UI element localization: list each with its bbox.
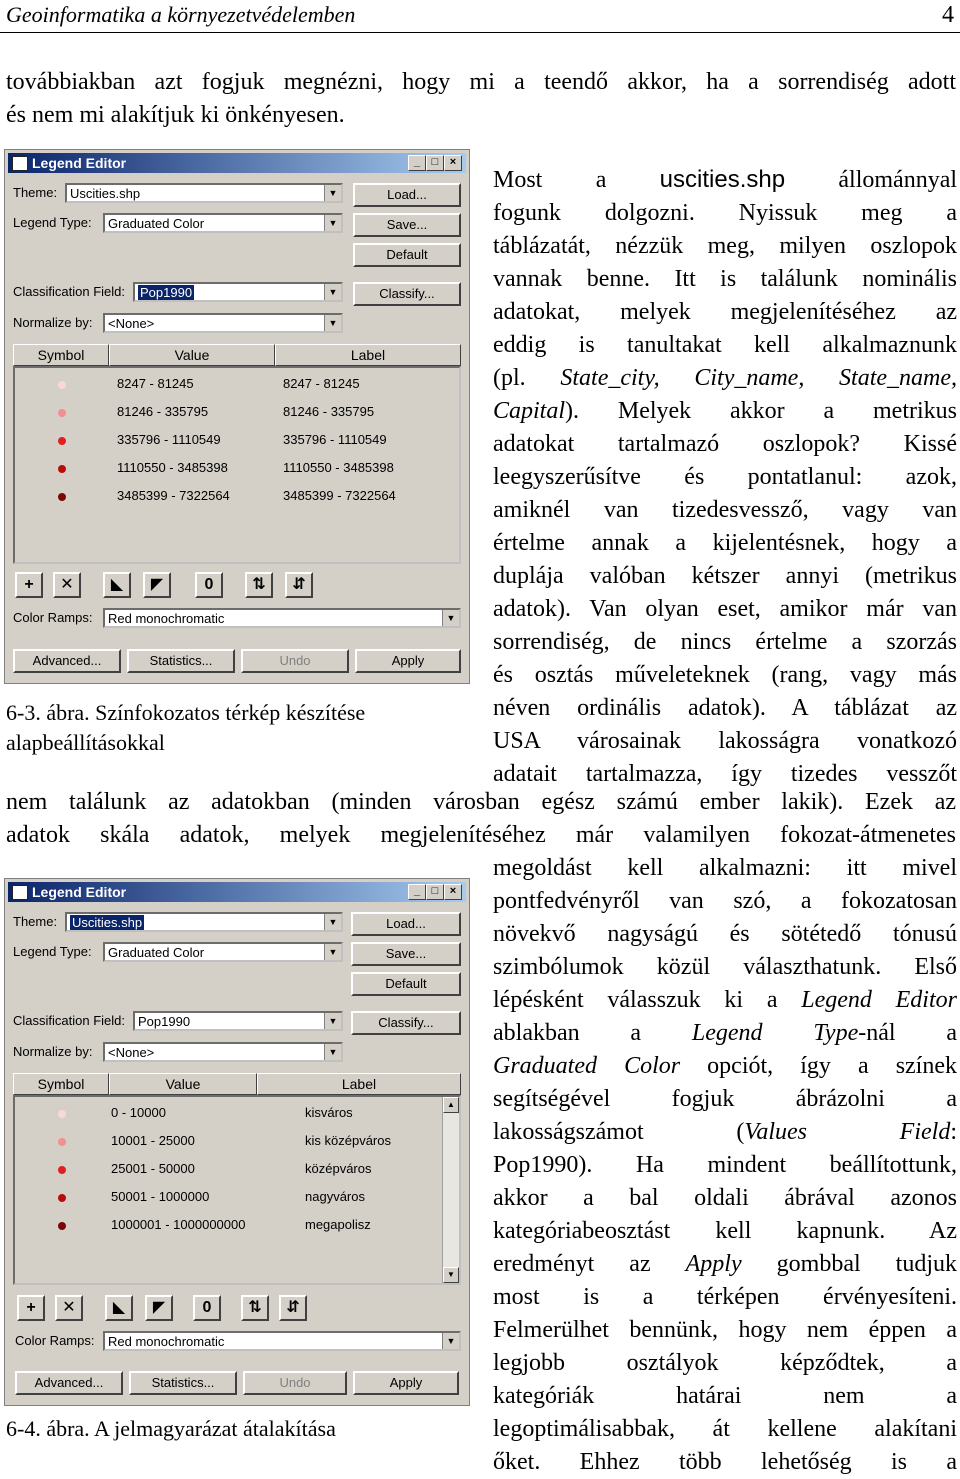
flip-symbols-icon[interactable]: ⇅ [241, 1295, 269, 1321]
body-text: opciót, így a színek [680, 1053, 958, 1079]
table-row[interactable] [15, 371, 459, 399]
body-line: leegyszerűsítve és pontatlanul: azok, [493, 464, 957, 490]
body-line: értelme annak a kijelentésnek, hogy a [493, 530, 957, 556]
sort-descending-icon[interactable]: ◤ [145, 1295, 173, 1321]
value-cell: 81246 - 335795 [117, 404, 209, 419]
save-button[interactable]: Save... [353, 213, 461, 237]
field-name-capital: Capital [493, 398, 566, 424]
figure-6-3-caption-line-2: alapbeállításokkal [6, 730, 165, 755]
running-header-title: Geoinformatika a környezetvédelemben [6, 2, 356, 27]
default-button[interactable]: Default [351, 972, 461, 996]
legend-editor-window-1 [4, 149, 470, 684]
save-button[interactable]: Save... [351, 942, 461, 966]
body-line: Felmerülhet bennünk, hogy nem éppen a [493, 1317, 957, 1343]
body-line [493, 163, 957, 197]
symbol-dot [58, 1166, 66, 1174]
chevron-down-icon: ▼ [324, 944, 341, 960]
symbol-dot [58, 437, 66, 445]
body-line: sorrendiség, de nincs értelme a szorzás [493, 629, 957, 655]
body-line: fogunk dolgozni. Nyissuk meg a [493, 200, 957, 226]
term-legend-type: Legend Type [691, 1020, 859, 1046]
sort-descending-icon[interactable]: ◤ [143, 572, 171, 598]
close-icon[interactable]: × [444, 884, 462, 900]
body-text: eredményt az [493, 1251, 686, 1277]
value-cell: 0 - 10000 [111, 1105, 166, 1120]
value-column-header[interactable]: Value [109, 344, 275, 366]
delete-class-button[interactable]: ✕ [53, 572, 81, 598]
body-line [493, 1017, 957, 1050]
table-row[interactable] [15, 455, 459, 483]
chevron-down-icon: ▼ [324, 215, 341, 231]
reverse-order-icon[interactable]: ⇵ [279, 1295, 307, 1321]
classify-button[interactable]: Classify... [351, 1011, 461, 1035]
window-title: Legend Editor [32, 155, 127, 171]
field-names: State_city, City_name, State_name, [560, 365, 957, 391]
scroll-up-icon[interactable]: ▲ [443, 1097, 459, 1113]
body-line: szimbólumok közül választhatunk. Első [493, 954, 957, 980]
add-class-button[interactable]: + [15, 572, 43, 598]
theme-label: Theme: [13, 185, 58, 200]
reverse-order-icon[interactable]: ⇵ [285, 572, 313, 598]
chevron-down-icon: ▼ [442, 1333, 459, 1349]
label-cell: 8247 - 81245 [283, 376, 360, 391]
legend-class-table [13, 366, 461, 564]
label-cell: kisváros [305, 1105, 353, 1120]
apply-button[interactable]: Apply [353, 1371, 459, 1395]
body-line: duplája valóban kétszer annyi (metrikus [493, 563, 957, 589]
normalize-by-select[interactable] [103, 1042, 343, 1062]
maximize-icon[interactable]: □ [426, 884, 444, 900]
chevron-down-icon: ▼ [324, 185, 341, 201]
classification-field-select[interactable] [133, 282, 343, 302]
figure-6-4-caption: 6-4. ábra. A jelmagyarázat átalakítása [6, 1416, 336, 1441]
vertical-scrollbar[interactable] [442, 1097, 459, 1283]
body-line: most is a térképen érvényesíteni. [493, 1284, 957, 1310]
apply-button[interactable]: Apply [355, 649, 461, 673]
table-row[interactable] [15, 483, 459, 511]
value-cell: 1000001 - 1000000000 [111, 1217, 246, 1232]
label-column-header[interactable]: Label [275, 344, 461, 366]
theme-value: Uscities.shp [72, 915, 143, 930]
advanced-button[interactable]: Advanced... [15, 1371, 123, 1395]
theme-select[interactable] [65, 912, 343, 932]
normalize-by-value: <None> [108, 316, 155, 331]
table-row[interactable] [15, 1156, 459, 1184]
minimize-icon[interactable]: _ [408, 155, 426, 171]
body-text: lakosságszámot ( [493, 1119, 745, 1145]
label-cell: 3485399 - 7322564 [283, 488, 396, 503]
label-cell: megapolisz [305, 1217, 371, 1232]
body-line: megoldást kell alkalmazni: itt mivel [493, 855, 957, 881]
color-ramps-select[interactable] [103, 1331, 461, 1351]
body-line: és osztás műveleteknek (rang, vagy más [493, 662, 957, 688]
color-ramps-label: Color Ramps: [13, 610, 93, 625]
close-icon[interactable]: × [444, 155, 462, 171]
symbol-dot [58, 1110, 66, 1118]
chevron-down-icon: ▼ [324, 914, 341, 930]
legend-type-label: Legend Type: [13, 215, 92, 230]
add-class-button[interactable]: + [17, 1295, 45, 1321]
value-cell: 25001 - 50000 [111, 1161, 195, 1176]
intro-line-1: továbbiakban azt fogjuk megnézni, hogy mi a teendő akkor, ha a sorrendiség adott [6, 69, 956, 95]
symbol-dot [58, 1138, 66, 1146]
color-ramps-select[interactable] [103, 608, 461, 628]
body-text: ablakban a [493, 1020, 692, 1046]
body-line [493, 984, 957, 1017]
classification-field-value: Pop1990 [138, 1014, 191, 1029]
body-line: növekvő nagyságú és sötétedő tónusú [493, 921, 957, 947]
body-line: legoptimálisabbak, át kellene alakítani [493, 1416, 957, 1442]
symbol-column-header[interactable]: Symbol [13, 1073, 109, 1095]
symbol-column-header[interactable]: Symbol [13, 344, 109, 366]
title-bar [8, 153, 466, 173]
value-cell: 335796 - 1110549 [117, 432, 221, 447]
term-apply: Apply [685, 1251, 742, 1277]
classification-field-label: Classification Field: [13, 1013, 125, 1028]
label-cell: 1110550 - 3485398 [283, 460, 394, 475]
legend-editor-icon [12, 885, 28, 900]
color-ramps-value: Red monochromatic [108, 1334, 225, 1349]
body-line: vannak benne. Itt is találunk nominális [493, 266, 957, 292]
body-line [493, 362, 957, 395]
legend-editor-icon [12, 156, 28, 171]
sort-ascending-icon[interactable]: ◣ [103, 572, 131, 598]
symbol-dot [58, 409, 66, 417]
normalize-by-label: Normalize by: [13, 315, 93, 330]
body-line [493, 1248, 957, 1281]
chevron-down-icon: ▼ [324, 284, 341, 300]
body-text: -nál a [858, 1020, 957, 1046]
color-ramps-label: Color Ramps: [15, 1333, 95, 1348]
page-number: 4 [942, 2, 954, 28]
symbol-dot [58, 1222, 66, 1230]
table-row[interactable] [15, 1184, 459, 1212]
table-row[interactable] [15, 399, 459, 427]
symbol-dot [58, 381, 66, 389]
load-button[interactable]: Load... [353, 183, 461, 207]
body-line: adatait tartalmazza, így tizedes vesszőt [493, 761, 957, 787]
chevron-down-icon: ▼ [324, 1013, 341, 1029]
maximize-icon[interactable]: □ [426, 155, 444, 171]
symbol-dot [58, 1194, 66, 1202]
body-line-full: nem találunk az adatokban (minden városban egész számú ember lakik). Ezek az [6, 789, 956, 815]
body-line: segítségével fogjuk ábrázolni a [493, 1086, 957, 1112]
value-cell: 8247 - 81245 [117, 376, 194, 391]
classification-field-value: Pop1990 [140, 285, 193, 300]
word-a: a [595, 167, 607, 193]
body-line: adatokat tartalmazó oszlopok? Kissé [493, 431, 957, 457]
color-ramps-value: Red monochromatic [108, 611, 225, 626]
label-cell: nagyváros [305, 1189, 365, 1204]
undo-button[interactable]: Undo [241, 649, 349, 673]
chevron-down-icon: ▼ [442, 610, 459, 626]
word-allomannyal: állománnyal [838, 167, 958, 193]
body-line: eddig is tanultakat kell alkalmaznunk [493, 332, 957, 358]
normalize-by-label: Normalize by: [13, 1044, 93, 1059]
legend-type-value: Graduated Color [108, 216, 205, 231]
symbol-dot [58, 493, 66, 501]
chevron-down-icon: ▼ [324, 1044, 341, 1060]
legend-class-table [13, 1095, 461, 1285]
body-line: adatokat, melyek megjelenítéséhez az [493, 299, 957, 325]
body-line [493, 1050, 957, 1083]
body-line: kategóriabeosztást kell kapnunk. Az [493, 1218, 957, 1244]
label-cell: középváros [305, 1161, 372, 1176]
zero-icon[interactable]: 0 [193, 1295, 221, 1321]
body-line: legjobb osztályok képződtek, a [493, 1350, 957, 1376]
body-line: adatok). Van olyan eset, amikor már van [493, 596, 957, 622]
value-cell: 1110550 - 3485398 [117, 460, 228, 475]
term-graduated-color: Graduated Color [493, 1053, 681, 1079]
legend-editor-window-2 [4, 878, 470, 1406]
table-row[interactable] [15, 427, 459, 455]
value-cell: 3485399 - 7322564 [117, 488, 230, 503]
body-text: gombbal tudjuk [741, 1251, 957, 1277]
classification-field-label: Classification Field: [13, 284, 125, 299]
legend-type-label: Legend Type: [13, 944, 92, 959]
classify-button[interactable]: Classify... [353, 282, 461, 306]
window-title: Legend Editor [32, 884, 127, 900]
label-cell: 335796 - 1110549 [283, 432, 387, 447]
legend-type-value: Graduated Color [108, 945, 205, 960]
zero-icon[interactable]: 0 [195, 572, 223, 598]
delete-class-button[interactable]: ✕ [55, 1295, 83, 1321]
body-line: akkor a bal oldali ábrával azonos [493, 1185, 957, 1211]
body-line [493, 1116, 957, 1149]
table-row[interactable] [15, 1100, 459, 1128]
label-cell: 81246 - 335795 [283, 404, 375, 419]
legend-type-select[interactable] [103, 213, 343, 233]
body-line: táblázatát, nézzük meg, milyen oszlopok [493, 233, 957, 259]
body-column-1 [493, 163, 957, 791]
body-text: (pl. [493, 365, 561, 391]
normalize-by-select[interactable] [103, 313, 343, 333]
symbol-dot [58, 465, 66, 473]
theme-select[interactable] [65, 183, 343, 203]
body-text: ). Melyek akkor a metrikus [565, 398, 957, 424]
body-line: amiknél van tizedesvessző, vagy van [493, 497, 957, 523]
body-line: USA városainak lakosságra vonatkozó [493, 728, 957, 754]
value-cell: 10001 - 25000 [111, 1133, 195, 1148]
intro-line-2: és nem mi alakítjuk ki önkényesen. [6, 102, 345, 128]
body-line: néven ordinális adatok). A táblázat az [493, 695, 957, 721]
body-line: Pop1990). Ha mindent beállítottunk, [493, 1152, 957, 1178]
body-line: kategóriák határai nem a [493, 1383, 957, 1409]
table-row[interactable] [15, 1128, 459, 1156]
term-values-field: Values Field [744, 1119, 951, 1145]
body-column-2 [493, 852, 957, 1479]
classification-field-select[interactable] [133, 1011, 343, 1031]
body-line [493, 395, 957, 428]
term-legend-editor: Legend Editor [801, 987, 957, 1013]
chevron-down-icon: ▼ [324, 315, 341, 331]
body-line-full: adatok skála adatok, melyek megjelenítéséhez már valamilyen fokozat-átmenetes [6, 822, 956, 848]
advanced-button[interactable]: Advanced... [13, 649, 121, 673]
value-column-header[interactable]: Value [109, 1073, 257, 1095]
label-cell: kis középváros [305, 1133, 391, 1148]
statistics-button[interactable]: Statistics... [127, 649, 235, 673]
table-row[interactable] [15, 1212, 459, 1240]
theme-value: Uscities.shp [70, 186, 141, 201]
scroll-down-icon[interactable]: ▼ [443, 1267, 459, 1283]
figure-6-3-caption-line-1: 6-3. ábra. Színfokozatos térkép készítése [6, 700, 366, 725]
normalize-by-value: <None> [108, 1045, 155, 1060]
minimize-icon[interactable]: _ [408, 884, 426, 900]
body-line: pontfedvényről van szó, a fokozatosan [493, 888, 957, 914]
body-text: lépésként válasszuk ki a [493, 987, 802, 1013]
body-text: : [950, 1119, 958, 1145]
header-rule [0, 32, 960, 33]
default-button[interactable]: Default [353, 243, 461, 267]
body-line: őket. Ehhez több lehetőség is a [493, 1449, 957, 1475]
value-cell: 50001 - 1000000 [111, 1189, 210, 1204]
word-most: Most [493, 167, 543, 193]
load-button[interactable]: Load... [351, 912, 461, 936]
statistics-button[interactable]: Statistics... [129, 1371, 237, 1395]
filename-uscities: uscities.shp [659, 166, 786, 193]
flip-symbols-icon[interactable]: ⇅ [245, 572, 273, 598]
title-bar [8, 882, 466, 902]
sort-ascending-icon[interactable]: ◣ [105, 1295, 133, 1321]
legend-type-select[interactable] [103, 942, 343, 962]
undo-button[interactable]: Undo [243, 1371, 347, 1395]
theme-label: Theme: [13, 914, 58, 929]
label-column-header[interactable]: Label [257, 1073, 461, 1095]
